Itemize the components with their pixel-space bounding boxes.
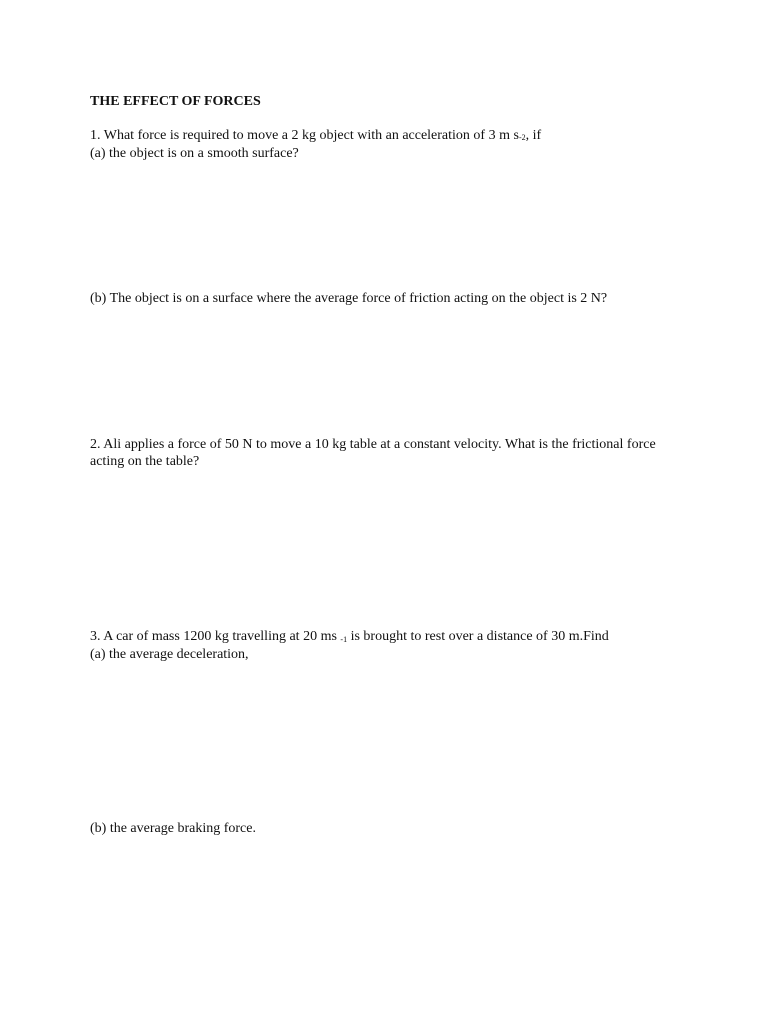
- question-2-line-1: 2. Ali applies a force of 50 N to move a 10 kg table at a constant velocity. What is the frictional force: [90, 437, 656, 452]
- question-3-part-a: (a) the average deceleration,: [90, 647, 249, 662]
- question-1-stem-end: , if: [525, 128, 542, 143]
- question-1-unit-exponent: -2: [518, 133, 526, 142]
- question-1: [90, 127, 690, 162]
- question-3-unit-exponent: -1: [340, 635, 348, 644]
- question-3-stem: [90, 628, 690, 646]
- question-3-part-b: (b) the average braking force.: [90, 821, 256, 836]
- question-3-stem-end: is brought to rest over a distance of 30 m.Find: [347, 629, 609, 644]
- page-title: THE EFFECT OF FORCES: [90, 94, 261, 109]
- question-1-stem-text: 1. What force is required to move a 2 kg object with an acceleration of 3 m s: [90, 128, 519, 143]
- question-3-stem-text: 3. A car of mass 1200 kg travelling at 20 ms: [90, 629, 341, 644]
- question-1-part-a: (a) the object is on a smooth surface?: [90, 146, 299, 161]
- question-2-line-2: acting on the table?: [90, 454, 200, 469]
- question-3: [90, 628, 690, 663]
- question-1-part-b: (b) The object is on a surface where the average force of friction acting on the object is 2 N?: [90, 291, 608, 306]
- question-2: [90, 436, 690, 470]
- question-1-stem: [90, 127, 690, 145]
